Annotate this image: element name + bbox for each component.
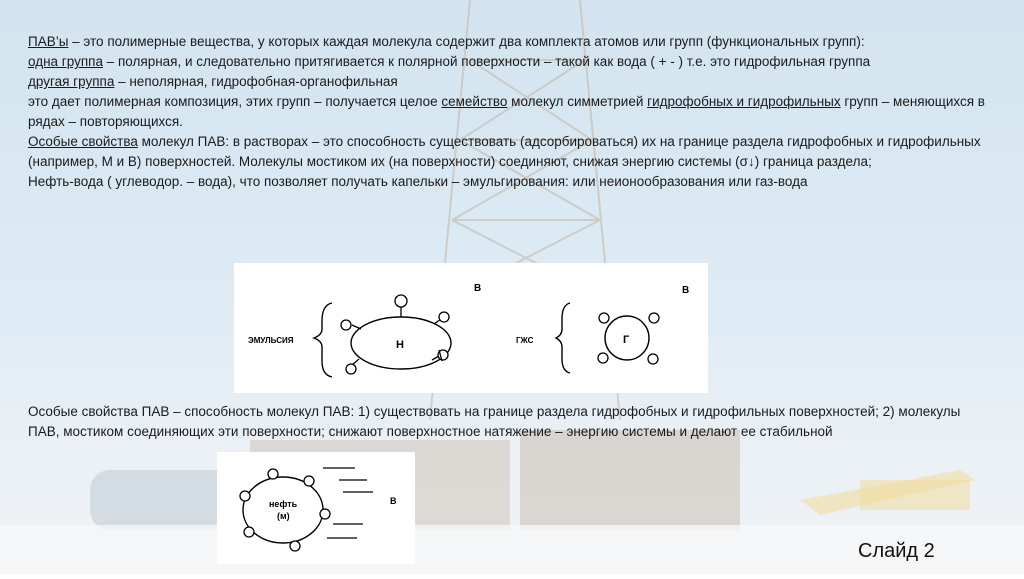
- text-span: это дает полимерная композиция, этих групп – получается целое: [28, 94, 442, 109]
- molecule-head: [649, 313, 659, 323]
- underlined-term: Особые свойства: [28, 134, 138, 149]
- left-brace: [314, 303, 332, 377]
- molecule-head: [599, 313, 609, 323]
- main-text: [28, 32, 993, 192]
- molecule-head: [341, 320, 351, 330]
- molecule-head: [439, 312, 449, 322]
- diagram-emulsion: [234, 263, 708, 393]
- surfactant-heads: [240, 469, 330, 551]
- surfactant-heads: [341, 295, 449, 374]
- text-line-4: [28, 92, 993, 132]
- underlined-term: гидрофобных и гидрофильных: [647, 94, 841, 109]
- water-label: В: [474, 283, 482, 294]
- oil-droplet: [243, 477, 323, 543]
- text-line-2: [28, 52, 993, 72]
- molecule-head: [648, 354, 658, 364]
- underlined-term: другая группа: [28, 74, 115, 89]
- molecule-head: [598, 353, 608, 363]
- right-brace: [556, 303, 570, 373]
- molecule-head: [268, 469, 278, 479]
- text-span: – неполярная, гидрофобная-органофильная: [114, 74, 398, 89]
- water-label: В: [390, 496, 397, 506]
- water-label: В: [682, 285, 690, 296]
- droplet-line-1: нефть: [269, 499, 298, 509]
- molecule-head: [290, 541, 300, 551]
- underlined-term: семейство: [441, 94, 508, 109]
- diagram-oil-box: [217, 452, 415, 564]
- text-line-3: [28, 72, 993, 92]
- gas-liquid-label: ГЖС: [516, 336, 534, 345]
- text-span: – это полимерные вещества, у которых каждая молекула содержит два комплекта атомов или групп (функциональных групп):: [68, 34, 865, 49]
- diagram-emulsion-box: [234, 263, 708, 393]
- text-span: – полярная, и следовательно притягивается к полярной поверхности – такой как вода ( + - ) т.е. это гидрофильная группа: [102, 54, 871, 69]
- emulsion-label: ЭМУЛЬСИЯ: [248, 336, 294, 345]
- underlined-term: ПАВ’ы: [28, 34, 69, 49]
- slide-number: Слайд 2: [858, 540, 935, 562]
- molecule-head: [346, 364, 356, 374]
- molecule-head: [395, 295, 407, 307]
- molecule-head: [244, 527, 254, 537]
- text-line-5: [28, 132, 993, 172]
- text-paragraph-2: Особые свойства ПАВ – способность молекул ПАВ: 1) существовать на границе раздела гидрофобных и гидрофильных поверхностей; 2) молекулы ПАВ, мостиком соединяющих эти поверхности; снижают поверхностное натяжение – энергию системы и делают ее стабильной: [28, 404, 961, 439]
- bubble-center-label: Г: [623, 334, 630, 346]
- text-span: молекул симметрией: [507, 94, 648, 109]
- water-lines: [323, 468, 373, 538]
- second-text: [28, 402, 993, 442]
- text-line-6: Нефть-вода ( углеводор. – вода), что позволяет получать капельки – эмульгирования: или неионообразования или газ-вода: [28, 174, 808, 189]
- diagram-oil-droplet: [217, 452, 415, 564]
- text-line-1: [28, 32, 993, 52]
- molecule-head: [304, 476, 314, 486]
- text-span: молекул ПАВ: в растворах – это способность существовать (адсорбироваться) их на границе раздела гидрофобных и гидрофильных (например, М и В) поверхностей. Молекулы мостиком их (на поверхности) соединяют, снижая энергию системы (σ↓) граница раздела;: [28, 134, 981, 169]
- text-span: групп – меняющихся в рядах – повторяющихся.: [28, 94, 985, 129]
- underlined-term: одна группа: [28, 54, 103, 69]
- droplet-center-label: Н: [396, 339, 404, 351]
- molecule-head: [240, 491, 250, 501]
- droplet-line-2: (м): [277, 511, 290, 521]
- molecule-head: [320, 509, 330, 519]
